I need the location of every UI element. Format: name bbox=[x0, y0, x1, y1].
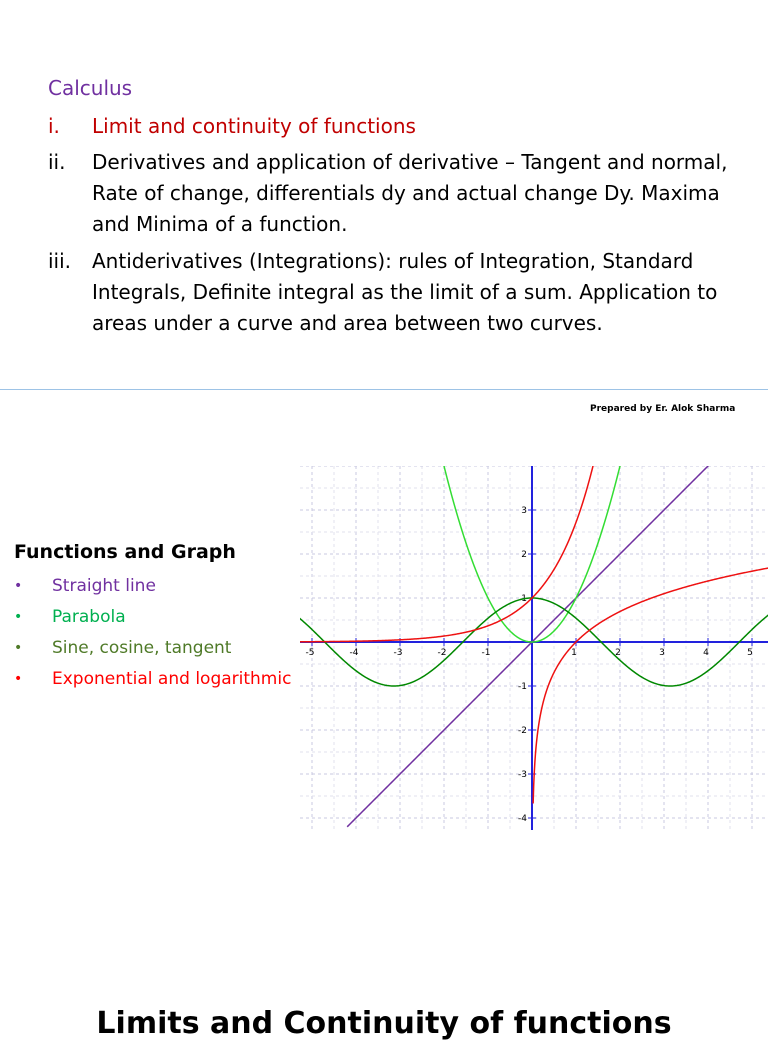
x-tick-label: 1 bbox=[571, 648, 577, 658]
y-tick-label: -2 bbox=[518, 726, 527, 736]
item-number: i. bbox=[48, 114, 60, 138]
x-tick-label: 5 bbox=[747, 648, 753, 658]
bullet-label: Exponential and logarithmic bbox=[52, 669, 292, 689]
x-tick-label: 2 bbox=[615, 648, 621, 658]
item-text: Antiderivatives (Integrations): rules of Integration, Standard Integrals, Definite integral as the limit of a sum. Application to areas under a curve and area between two curves. bbox=[92, 249, 718, 335]
y-tick-label: 2 bbox=[521, 550, 527, 560]
item-text: Derivatives and application of derivative – Tangent and normal, Rate of change, differentials dy and actual change Dy. Maxima and Minima of a function. bbox=[92, 150, 728, 236]
bullet-dot: • bbox=[14, 578, 23, 594]
prepared-by: Prepared by Er. Alok Sharma bbox=[590, 404, 736, 414]
bullet-dot: • bbox=[14, 671, 23, 687]
bullet-dot: • bbox=[14, 640, 23, 656]
x-tick-label: -4 bbox=[349, 648, 359, 658]
x-tick-label: -1 bbox=[481, 648, 491, 658]
bullet-label: Parabola bbox=[52, 607, 126, 627]
y-tick-label: 3 bbox=[521, 506, 527, 516]
next-slide-title: Limits and Continuity of functions bbox=[96, 1006, 672, 1041]
bullet-dot: • bbox=[14, 609, 23, 625]
y-tick-label: -3 bbox=[518, 770, 527, 780]
function-graph bbox=[300, 466, 768, 830]
y-tick-label: 1 bbox=[521, 594, 527, 604]
item-number: iii. bbox=[48, 249, 72, 273]
x-tick-label: 4 bbox=[703, 648, 709, 658]
item-text: Limit and continuity of functions bbox=[92, 114, 416, 138]
functions-title: Functions and Graph bbox=[14, 541, 236, 563]
x-tick-label: 3 bbox=[659, 648, 665, 658]
item-number: ii. bbox=[48, 150, 66, 174]
bullet-label: Sine, cosine, tangent bbox=[52, 638, 232, 658]
y-tick-label: -4 bbox=[518, 814, 527, 824]
bullet-label: Straight line bbox=[52, 576, 156, 596]
x-tick-label: -5 bbox=[305, 648, 315, 658]
section-title: Calculus bbox=[48, 76, 133, 100]
slide-divider bbox=[0, 389, 768, 390]
x-tick-label: -3 bbox=[393, 648, 403, 658]
x-tick-label: -2 bbox=[437, 648, 447, 658]
y-tick-label: -1 bbox=[518, 682, 527, 692]
